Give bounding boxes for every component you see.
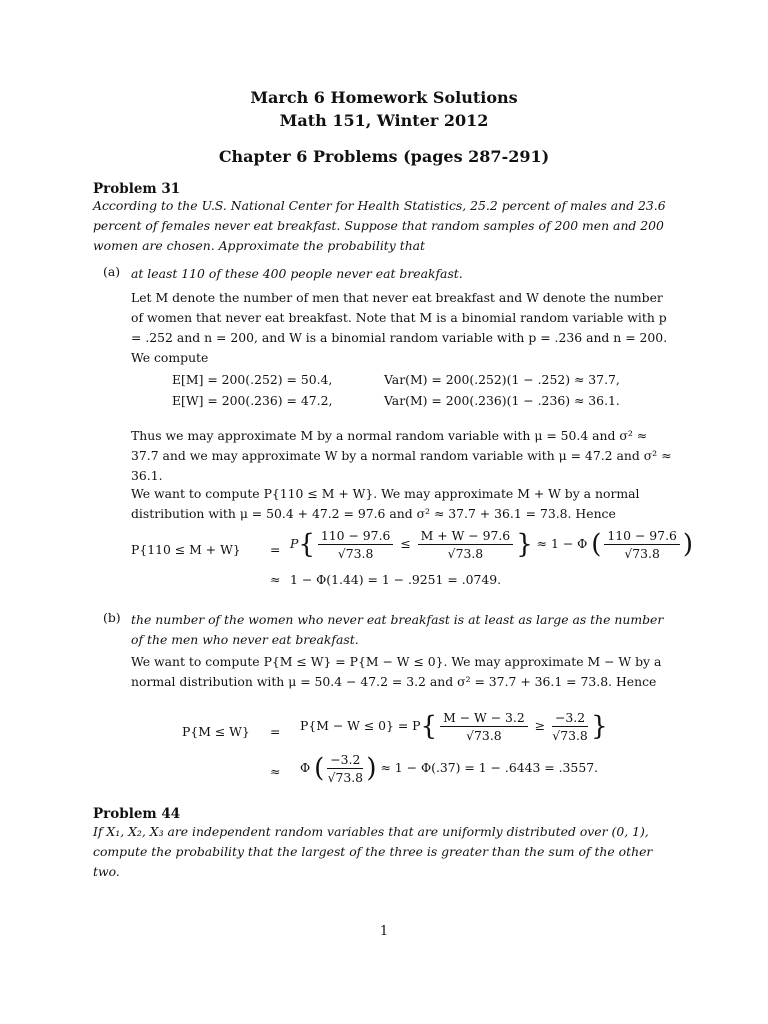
part-a-paragraph-2: Thus we may approximate M by a normal random variable with μ = 50.4 and σ² ≈ 37.7 and we may approximate W by a normal random variable with μ = 47.2 and σ² ≈ 36.1. [131,428,672,483]
eq-b-lhs: P{M ≤ W} [182,724,250,739]
expectation-m: E[M] = 200(.252) = 50.4, [172,372,333,387]
fraction: $\frac{110 - 97.6}{√73.8}$ [318,528,394,561]
title-line-2: Math 151, Winter 2012 [279,111,489,130]
problem-44-heading: Problem 44 [93,806,181,822]
part-a-paragraph-1: Let M denote the number of men that never eat breakfast and W denote the number of women that never eat breakfast. Note that M is a binomial random variable with p = .252 and n = 200, and W is a binomial random variable with p = .236 and n = 200. We compute [131,290,668,365]
part-b-paragraph-1: We want to compute P{M ≤ W} = P{M − W ≤ 0}. We may approximate M − W by a normal distribution with μ = 50.4 − 47.2 = 3.2 and σ² = 37.7 + 36.1 = 73.8. Hence [131,654,662,689]
eq-b-equals: = [270,724,281,739]
title-block [0,86,768,132]
expectation-w: E[W] = 200(.236) = 47.2, [172,393,333,408]
eq-b-rhs: P{M − W ≤ 0} = P{ $\frac{M - W - 3.2}{√73.8}$ ≥ $\frac{-3.2}{√73.8}$ } [300,710,608,743]
variance-m: Var(M) = 200(.252)(1 − .252) ≈ 37.7, [384,372,620,387]
chapter-heading: Chapter 6 Problems (pages 287-291) [218,147,550,166]
fraction: $\frac{M + W - 97.6}{√73.8}$ [418,528,514,561]
fraction: $\frac{-3.2}{√73.8}$ [327,752,364,785]
part-a-label: (a) [103,264,121,279]
eq-a-equals: = [270,542,281,557]
eq-a-approx: ≈ [270,572,281,587]
title-line-1: March 6 Homework Solutions [250,88,518,107]
part-b-question: the number of the women who never eat breakfast is at least as large as the number of the men who never eat breakfast. [131,612,664,647]
variance-w: Var(M) = 200(.236)(1 − .236) ≈ 36.1. [384,393,620,408]
part-a-question: at least 110 of these 400 people never eat breakfast. [131,266,463,281]
eq-a-rhs: P{ $\frac{110 - 97.6}{√73.8}$ ≤ $\frac{M + W - 97.6}{√73.8}$ } ≈ 1 − Φ ( $\frac{110 - 97.6}{√73.8}$ ) [290,528,694,561]
eq-a-lhs: P{110 ≤ M + W} [131,542,241,557]
fraction: $\frac{110 - 97.6}{√73.8}$ [604,528,680,561]
problem-31-statement: According to the U.S. National Center for Health Statistics, 25.2 percent of males and 23.6 percent of females never eat breakfast. Suppose that random samples of 200 men and 200 women are chosen. Approximate the probability that [93,198,666,253]
page-number: 1 [379,924,389,939]
problem-31-heading: Problem 31 [93,181,181,197]
eq-b-approx: ≈ [270,764,281,779]
part-b-label: (b) [103,610,121,625]
eq-b-line-2: Φ ( $\frac{-3.2}{√73.8}$ ) ≈ 1 − Φ(.37) = 1 − .6443 = .3557. [300,752,599,785]
fraction: $\frac{-3.2}{√73.8}$ [552,710,588,743]
problem-44-statement: If X₁, X₂, X₃ are independent random variables that are uniformly distributed over (0, 1), compute the probability that the largest of the three is greater than the sum of the other two. [93,824,653,879]
eq-a-line-2: 1 − Φ(1.44) = 1 − .9251 = .0749. [290,572,502,587]
fraction: $\frac{M - W - 3.2}{√73.8}$ [440,710,528,743]
part-a-paragraph-3: We want to compute P{110 ≤ M + W}. We may approximate M + W by a normal distribution with μ = 50.4 + 47.2 = 97.6 and σ² ≈ 37.7 + 36.1 = 73.8. Hence [131,486,640,521]
